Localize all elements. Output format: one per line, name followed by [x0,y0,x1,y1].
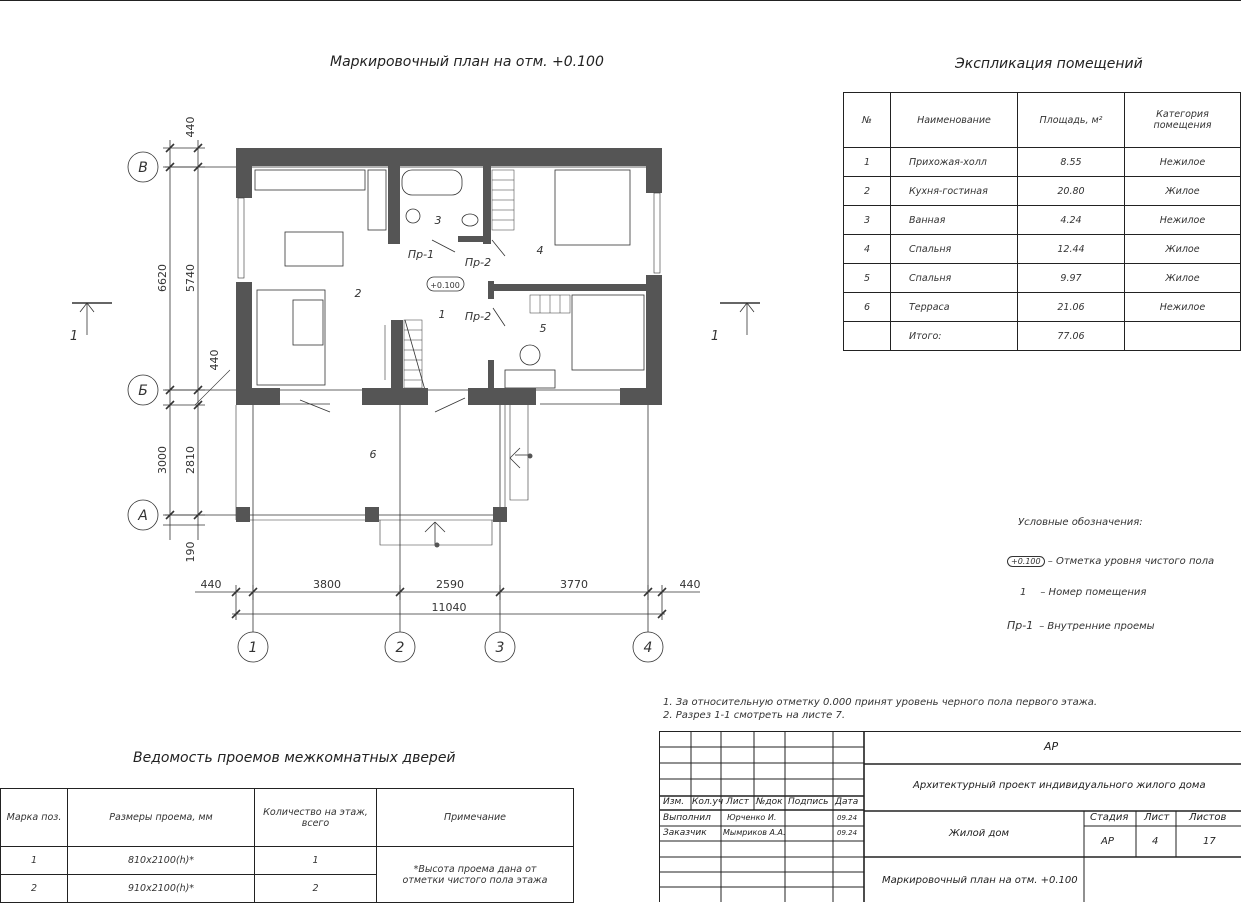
stamp-col-data: Дата [835,797,858,807]
explication-table [843,92,1241,351]
bathtub [402,170,462,195]
room-number-6: 6 [370,448,377,461]
stamp-col-ndok: №док [756,797,783,807]
toilet [462,214,478,226]
table-row: 2 910x2100(h)* 2 [1,875,574,903]
stamp-stage-header: Стадия [1090,812,1128,823]
section-mark-left: 1 [70,329,78,344]
explication-header-no: № [844,93,891,148]
opening-label-pr1: Пр-1 [408,248,434,261]
axis-label-1: 1 [249,640,258,656]
armchair [520,345,540,365]
legend-item-room: 1 – Номер помещения [1020,587,1146,598]
stamp-col-list: Лист [726,797,749,807]
doors-header-size: Размеры проема, мм [68,789,255,847]
stamp-object: Жилой дом [949,828,1009,839]
dining-table [285,232,343,266]
stamp-name-1: Юрченко И. [727,813,776,822]
explication-header-category: Категория помещения [1125,93,1241,148]
dim-v-outer-3: 3000 [156,446,169,474]
dim-h-3: 2590 [436,578,464,591]
dim-v-inner-2: 440 [208,350,221,371]
stamp-stage-value: АР [1101,836,1114,847]
stamp-list-value: 4 [1152,836,1158,847]
dim-v-inner-1: 5740 [184,264,197,292]
opening-label-pr2-a: Пр-2 [465,256,491,269]
dim-h-5: 440 [680,578,701,591]
doors-header-qty: Количество на этаж, всего [255,789,377,847]
axis-label-a: А [137,508,148,524]
opening-label-pr2-b: Пр-2 [465,310,491,323]
doors-table [0,788,574,903]
dim-total: 11040 [432,601,467,614]
stamp-col-izm: Изм. [663,797,684,807]
table-row: 2 Кухня-гостиная 20.80 Жилое [844,177,1241,206]
explication-title: Экспликация помещений [955,56,1143,72]
table-row-total: Итого: 77.06 [844,322,1241,351]
top-frame-line [0,0,1241,1]
stamp-role-2: Заказчик [663,828,707,838]
dim-h-4: 3770 [560,578,588,591]
dim-h-1: 440 [201,578,222,591]
table-row: 4 Спальня 12.44 Жилое [844,235,1241,264]
stamp-listov-value: 17 [1203,836,1216,847]
table-row: 1 810x2100(h)* 1 *Высота проема дана от отметки чистого пола этажа [1,847,574,875]
title-block [659,731,1241,902]
room-number-4: 4 [537,244,544,257]
axis-label-2: 2 [396,640,405,656]
kitchen-counter [255,170,365,190]
table-row: 5 Спальня 9.97 Жилое [844,264,1241,293]
stamp-name-2: Мымриков А.А. [723,828,786,837]
axis-label-b: Б [138,383,148,399]
explication-header-name: Наименование [891,93,1018,148]
table-row: 3 Ванная 4.24 Нежилое [844,206,1241,235]
doors-note: *Высота проема дана от отметки чистого пола этажа [377,847,574,903]
room-number-1: 1 [439,308,446,321]
sofa [257,290,325,385]
section-mark-right: 1 [711,329,719,344]
dim-h-2: 3800 [313,578,341,591]
stamp-list-header: Лист [1144,812,1169,823]
legend-title: Условные обозначения: [1018,517,1143,528]
doors-header-mark: Марка поз. [1,789,68,847]
sink [406,209,420,223]
plan-title: Маркировочный план на отм. +0.100 [330,54,604,70]
stamp-date-2: 09.24 [837,829,857,837]
floor-plan [0,0,720,690]
dim-v-outer-2: 6620 [156,264,169,292]
table-row: 6 Терраса 21.06 Нежилое [844,293,1241,322]
stamp-role-1: Выполнил [663,813,711,823]
axis-label-3: 3 [496,640,505,656]
axis-label-v: В [138,160,148,176]
stamp-listov-header: Листов [1189,812,1226,823]
doors-title: Ведомость проемов межкомнатных дверей [133,750,456,766]
stamp-project: Архитектурный проект индивидуального жилого дома [913,780,1206,791]
dim-v-outer-1: 440 [184,117,197,138]
axis-label-4: 4 [644,640,653,656]
level-mark-text: +0.100 [430,281,460,290]
note-2: 2. Разрез 1-1 смотреть на листе 7. [663,710,845,721]
bed-room-5 [572,295,644,370]
doors-header-note: Примечание [377,789,574,847]
section-cut-right [720,295,780,340]
stamp-code: АР [1044,740,1058,753]
note-1: 1. За относительную отметку 0.000 принят уровень черного пола первого этажа. [663,697,1097,708]
stamp-col-koluch: Кол.уч [692,797,723,807]
legend-item-opening: Пр-1 – Внутренние проемы [1007,619,1155,632]
room-number-5: 5 [540,322,547,335]
dim-v-inner-3: 2810 [184,446,197,474]
stamp-col-podpis: Подпись [788,797,828,807]
legend-item-level: +0.100 – Отметка уровня чистого пола [1007,556,1214,567]
explication-header-area: Площадь, м² [1018,93,1125,148]
legend-level-symbol: +0.100 [1007,556,1045,567]
dim-v-outer-4: 190 [184,542,197,563]
room-number-3: 3 [435,214,442,227]
stamp-date-1: 09.24 [837,814,857,822]
walls [236,148,662,548]
room-number-2: 2 [355,287,362,300]
bed-room-4 [555,170,630,245]
table-row: 1 Прихожая-холл 8.55 Нежилое [844,148,1241,177]
stamp-sheet-title: Маркировочный план на отм. +0.100 [882,875,1078,886]
